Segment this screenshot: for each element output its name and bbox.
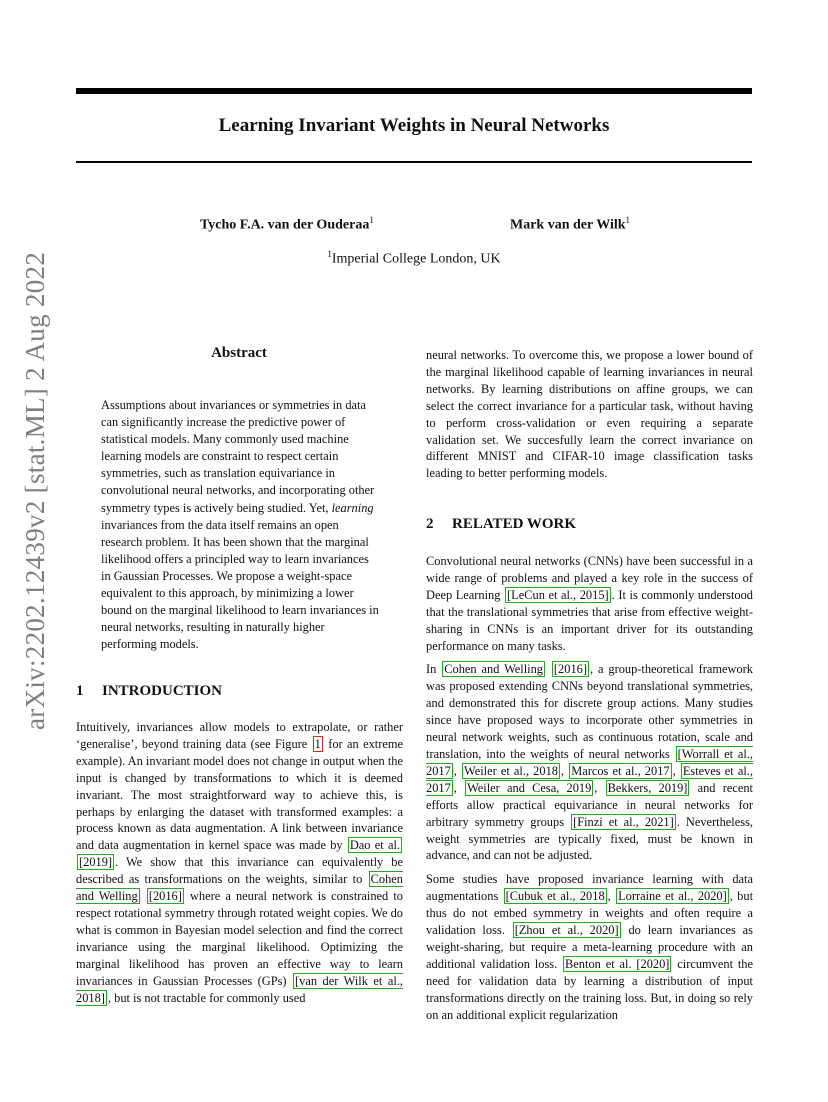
citation-link[interactable]: [2016] (553, 662, 587, 677)
citation-link[interactable]: [Finzi et al., 2021] (573, 814, 674, 829)
related-body (426, 553, 753, 1030)
abstract-body (101, 397, 379, 653)
text-run: , a group-theoretical framework was proposed extending CNNs beyond translational symmetries, and demonstrated this for discrete group actions. Many studies since have proposed ways to incorporate other symmetries in neural network weights, such as continuous rotation, scale and translation, into the weights of neural networks (426, 662, 753, 761)
citation-link[interactable]: Cohen and Welling (444, 662, 543, 677)
author-affil-marker: 1 (369, 215, 374, 225)
text-run: . It is commonly understood that the translational symmetries that arise from effective weight-sharing in CNNs is an important driver for its outstanding performance on many tasks. (426, 587, 753, 653)
paragraph: neural networks. To overcome this, we propose a lower bound of the marginal likelihood capable of learning invariances in neural networks. By learning distributions on affine groups, we can select the correct invariance for a particular task, without having to perform cross-validation or even requiring a separate validation set. We succesfully learn the correct invariance on different MNIST and CIFAR-10 image classification tasks leading to better performing models. (426, 348, 753, 481)
abstract-heading: Abstract (211, 345, 267, 361)
citation-link[interactable]: [Worrall et al., 2017 (426, 746, 754, 778)
text-run: Some studies have proposed invariance learning with data augmentations (426, 872, 753, 904)
intro-body (76, 719, 403, 1013)
text-run: Convolutional neural networks (CNNs) have been successful in a wide range of problems and played a key role in the success of Deep Learning (426, 554, 753, 602)
section-title: INTRODUCTION (102, 683, 223, 699)
paragraph (76, 719, 403, 1006)
paragraph (426, 553, 753, 654)
text-run: In (426, 662, 442, 677)
section-number: 2 (426, 516, 434, 532)
citation-link[interactable]: [Zhou et al., 2020] (514, 923, 619, 938)
abstract-text: invariances from the data itself remains an open research problem. It has been shown that the marginal likelihood offers a principled way to learn invariances in Gaussian Processes. We propose a weight-space equivalent to this approach, by minimizing a lower bound on the marginal likelihood to learn invariances in neural networks, resulting in naturally higher performing models. (101, 517, 379, 652)
author-affil-marker: 1 (625, 215, 631, 225)
affil-marker: 1 (327, 249, 332, 259)
text-run: where a neural network is constrained to respect rotational symmetry through rotated weight copies. We do what is common in Bayesian model selection and find the correct invariance using the marginal likelihood. Optimizing the marginal likelihood has proven an effective way to learn invariances in Gaussian Processes (GPs) (76, 889, 404, 988)
intro-continued (426, 347, 753, 489)
author-name: Mark van der Wilk (510, 217, 626, 233)
citation-link[interactable]: Esteves et al., 2017 (426, 763, 754, 795)
section-heading-introduction (76, 683, 222, 700)
section-title: RELATED WORK (452, 516, 577, 532)
citation-link[interactable]: Benton et al. [2020] (565, 956, 670, 971)
citation-link[interactable]: Bekkers, 2019] (607, 780, 688, 795)
text-run: , but is not tractable for commonly used (107, 990, 306, 1005)
abstract-text: Assumptions about invariances or symmetries in data can significantly increase the predictive power of statistical models. Many commonly used machine learning models are constraint to respect certain symmetries, such as translation equivariance in convolutional neural networks, and incorporating other symmetry types is actively being studied. Yet, (101, 398, 375, 515)
citation-link[interactable]: Marcos et al., 2017 (571, 763, 670, 778)
text-run: . Nevertheless, weight symmetries are typically fixed, must be known in advance, and can not be adjusted. (426, 814, 753, 863)
text-run: do learn invariances as weight-sharing, but require a meta-learning procedure with an additional validation loss. (426, 923, 753, 971)
section-heading-related-work (426, 516, 576, 533)
figure-link[interactable]: 1 (314, 736, 321, 751)
author-name: Tycho F.A. van der Ouderaa (200, 217, 370, 233)
affil-text: Imperial College London, UK (331, 251, 501, 267)
citation-link[interactable]: [van der Wilk et al., 2018] (76, 973, 403, 1005)
text-run: Intuitively, invariances allow models to extrapolate, or rather ‘generalise’, beyond training data (see Figure (76, 720, 403, 751)
arxiv-margin-stamp: arXiv:2202.12439v2 [stat.ML] 2 Aug 2022 (20, 251, 50, 730)
affiliation (76, 249, 752, 268)
citation-link[interactable]: [LeCun et al., 2015] (507, 587, 609, 602)
text-run: . We show that this invariance can equivalently be described as transformations on the weights, similar to (76, 855, 403, 887)
author-2 (510, 215, 630, 234)
paragraph: In Cohen and Welling [2016] , a group-theoretical framework was proposed extending CNNs beyond translational symmetries, and demonstrated this for discrete group actions. Many studies since have proposed ways to incorporate other symmetries in neural network weights, such as continuous rotation, scale and translation, into the weights of neural networks [Worrall et al., 2017 , Weiler et al., 2018 , Marcos et al., 2017 , Esteves et al., 2017 , Weiler and Cesa, 2019 , Bekkers, 2019] and recent efforts allow practical equivariance in neural networks for arbitrary symmetry groups [Finzi et al., 2021] . Nevertheless, weight symmetries are typically fixed, must be known in advance, and can not be adjusted. (426, 662, 754, 863)
citation-link[interactable]: Weiler and Cesa, 2019 (467, 780, 592, 795)
text-run: for an extreme example). An invariant model does not change in output when the input is changed by transformations to which it is deemed invariant. The most straightforward way to achieve this, is perhaps by enlarging the dataset with transformed examples: a process known as data augmentation. A link between invariance and data augmentation in kernel space was made by (76, 736, 403, 853)
title-rule (76, 161, 752, 163)
citation-link[interactable]: Dao et al. (349, 838, 400, 853)
citation-link[interactable]: [2016] (148, 889, 182, 904)
author-1 (200, 215, 374, 234)
citation-link[interactable]: [2019] (79, 855, 113, 870)
text-run: , but thus do not embed symmetry in weights and often require a validation loss. (426, 889, 754, 938)
paper-title: Learning Invariant Weights in Neural Networks (218, 115, 610, 136)
citation-link[interactable]: Cohen and Welling (76, 872, 403, 904)
section-number: 1 (76, 683, 84, 699)
abstract-emphasis: learning (331, 500, 374, 515)
paragraph: Some studies have proposed invariance learning with data augmentations [Cubuk et al., 2018 , Lorraine et al., 2020] , but thus do not embed symmetry in weights and often require a validation loss. [Zhou et al., 2020] do learn invariances as weight-sharing, but require a meta-learning procedure with an additional validation loss. Benton et al. [2020] circumvent the need for validation data by learning a distribution of input transformations directly on the training loss. But, in doing so rely on an additional explicit regularization (426, 872, 754, 1022)
text-run: and recent efforts allow practical equivariance in neural networks for arbitrary symmetry groups (426, 780, 753, 829)
citation-link[interactable]: Lorraine et al., 2020] (618, 889, 727, 904)
top-rule (76, 88, 752, 94)
text-run: circumvent the need for validation data by learning a distribution of input transformations directly on the training loss. But, in doing so rely on an additional explicit regularization (426, 956, 753, 1022)
citation-link[interactable]: [Cubuk et al., 2018 (505, 889, 605, 904)
citation-link[interactable]: Weiler et al., 2018 (464, 763, 558, 778)
